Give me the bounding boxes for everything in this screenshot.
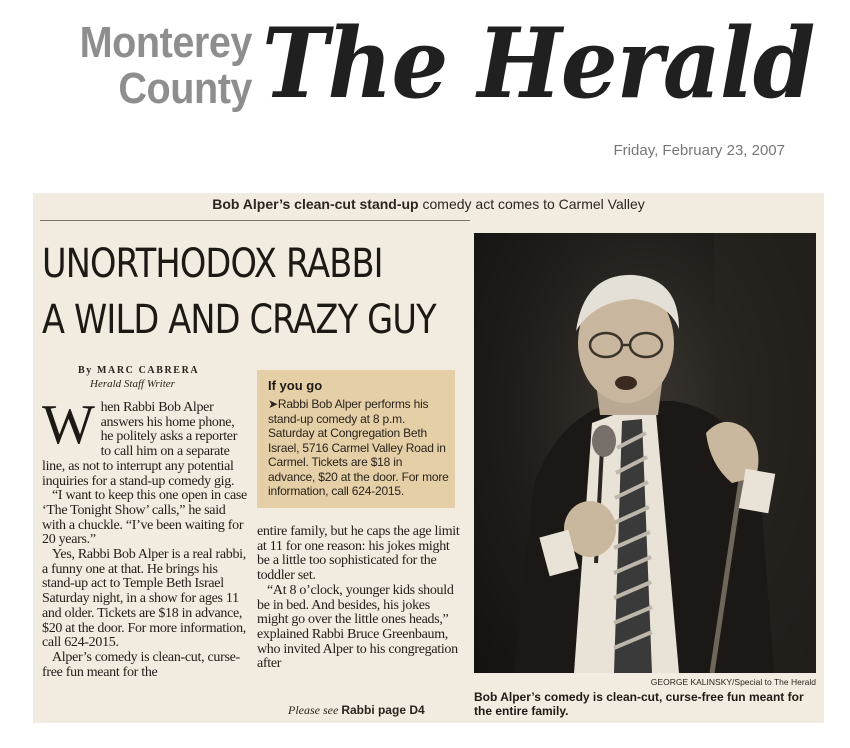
- kicker-rest: comedy act comes to Carmel Valley: [418, 196, 645, 212]
- paragraph: Yes, Rabbi Bob Alper is a real rabbi, a funny one at that. He brings his stand-up act to Temple Beth Israel Saturday night, in a show for ages 11 and older. Tickets are $18 in advance, $20 at the door. For more information, call 624-2015.: [42, 547, 247, 651]
- paragraph: entire family, but he caps the age limit at 11 for one reason: his jokes might be a little too sophisticated for the toddler set.: [257, 524, 460, 584]
- if-you-go-title: If you go: [268, 378, 323, 393]
- masthead-date: Friday, February 23, 2007: [613, 142, 785, 159]
- kicker-divider: [40, 220, 470, 221]
- headline-line1: UNORTHODOX RABBI: [42, 241, 383, 287]
- photo-comedian: [474, 233, 816, 673]
- masthead-title: The Herald: [262, 7, 815, 120]
- article-column-2: [257, 525, 462, 672]
- masthead-county-line2: County: [118, 64, 252, 113]
- paragraph-text: hen Rabbi Bob Alper answers his home phone, he politely asks a reporter to call him on a separate line, as not to interrupt any potential inquiries for a stand-up comedy gig.: [42, 400, 238, 489]
- photo-caption: Bob Alper’s comedy is clean-cut, curse-free fun meant for the entire family.: [474, 690, 804, 718]
- paragraph: [42, 394, 247, 489]
- article-headline: [42, 236, 436, 348]
- drop-cap: W: [42, 394, 95, 456]
- photo-illustration: [474, 233, 816, 673]
- masthead-county-line1: Monterey: [79, 18, 252, 67]
- paragraph: “I want to keep this one open in case ‘The Tonight Show’ calls,” he said with a chuckle. “I’ve been waiting for 20 years.”: [42, 488, 247, 548]
- if-you-go-text: ➤Rabbi Bob Alper performs his stand-up comedy at 8 p.m. Saturday at Congregation Beth Israel, 5716 Carmel Valley Road in Carmel. Tickets are $18 in advance, $20 at the door. For more information, call 624-2015.: [268, 397, 449, 498]
- byline: By MARC CABRERA: [78, 365, 200, 376]
- continued-reference: [288, 703, 425, 718]
- paragraph: Alper’s comedy is clean-cut, curse-free fun meant for the: [42, 649, 240, 680]
- paragraph: “At 8 o’clock, younger kids should be in bed. And besides, his jokes might go over the little ones heads,” explained Rabbi Bruce Greenbaum, who invited Alper to his congregation after: [257, 582, 458, 672]
- photo-credit: GEORGE KALINSKY/Special to The Herald: [650, 677, 816, 687]
- kicker-bold: Bob Alper’s clean-cut stand-up: [212, 196, 419, 212]
- byline-title: Herald Staff Writer: [90, 378, 175, 390]
- continued-prefix: Please see: [288, 703, 342, 717]
- headline-line2: A WILD AND CRAZY GUY: [42, 297, 436, 343]
- article-column-1: [42, 394, 247, 680]
- article-kicker: [33, 196, 824, 212]
- masthead-county: [72, 20, 252, 112]
- continued-page: Rabbi page D4: [341, 703, 425, 717]
